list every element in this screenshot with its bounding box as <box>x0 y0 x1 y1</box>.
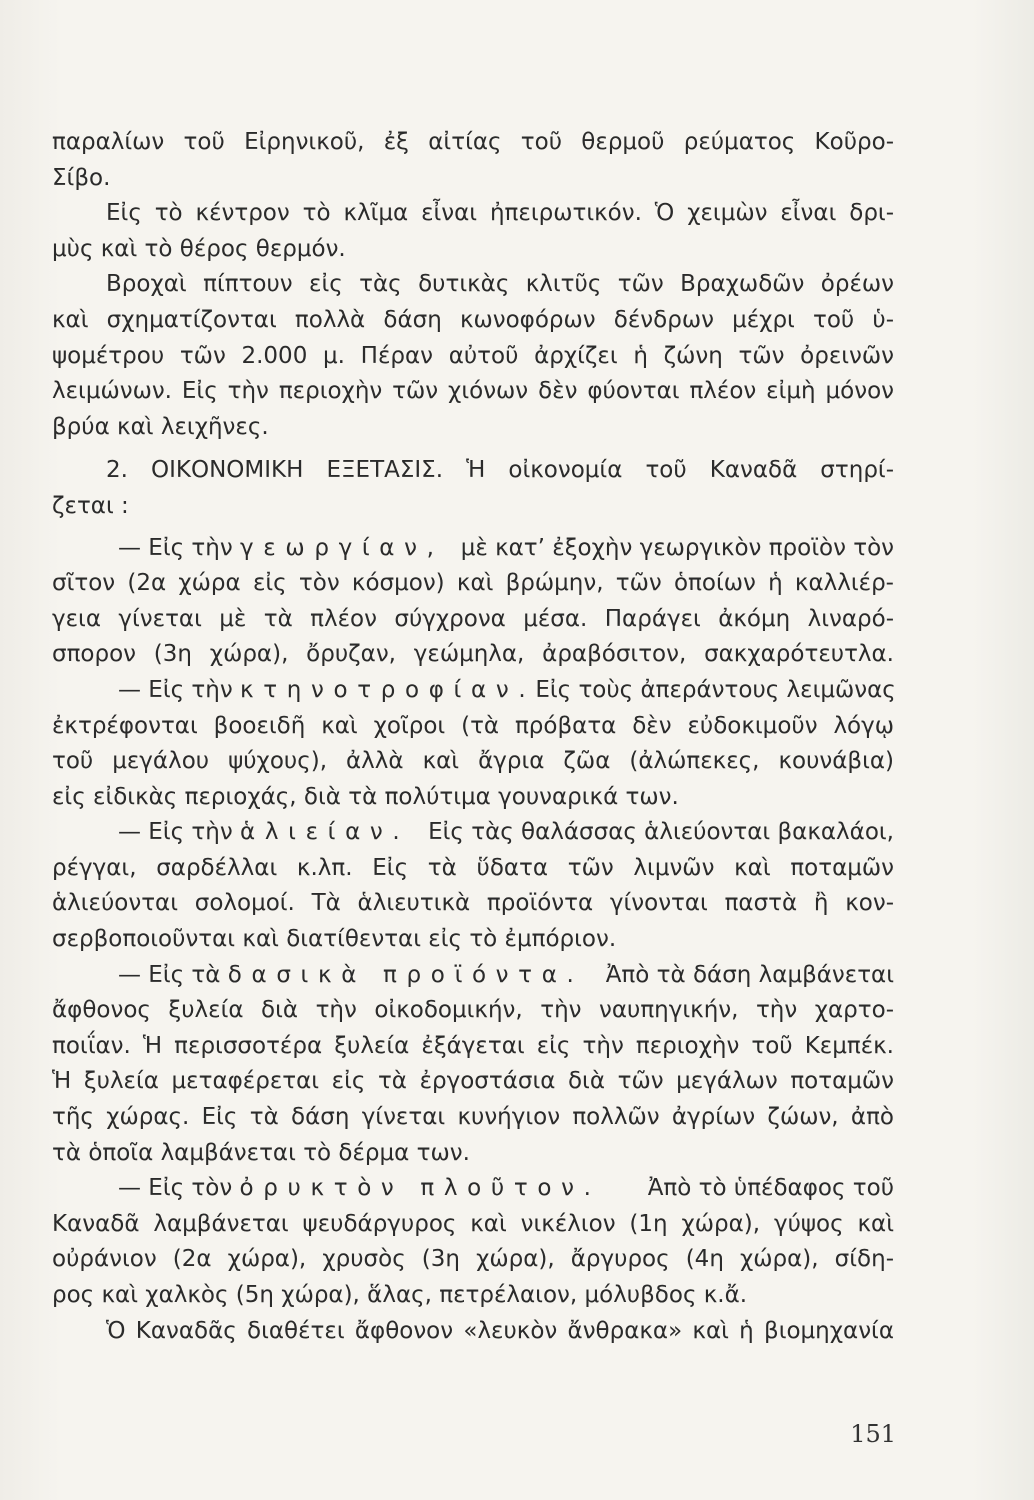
text-line: σπορον (3η χώρα), ὄρυζαν, γεώμηλα, ἀραβόσιτον, σακχαρότευτλα. <box>52 641 894 668</box>
text-line: ἐκτρέφονται βοοειδῆ καὶ χοῖροι (τὰ πρόβατα δὲν εὐδοκιμοῦν λόγῳ <box>52 712 894 739</box>
text-line: ἁλιεύονται σολομοί. Τὰ ἁλιευτικὰ προϊόντα γίνονται παστὰ ἢ κον- <box>52 890 894 917</box>
text-line: — Εἰς τὴν ἁλιείαν. Εἰς τὰς θαλάσσας ἁλιεύονται βακαλάοι, <box>118 819 894 846</box>
text-line: τοῦ μεγάλου ψύχους), ἀλλὰ καὶ ἄγρια ζῶα (ἀλώπεκες, κουνάβια) <box>52 748 894 775</box>
text-line: — Εἰς τὰ δασικὰ προϊόντα. Ἀπὸ τὰ δάση λαμβάνεται <box>118 961 894 988</box>
spaced-term: κτηνοτροφίαν. <box>240 676 536 703</box>
text-line: Ὁ Καναδᾶς διαθέτει ἄφθονον «λευκὸν ἄνθρακα» καὶ ἡ βιομηχανία <box>106 1317 894 1344</box>
spaced-term: γεωργίαν, <box>240 534 444 561</box>
text-line: ποιΐαν. Ἡ περισσοτέρα ξυλεία ἐξάγεται εἰς τὴν περιοχὴν τοῦ Κεμπέκ. <box>52 1032 894 1059</box>
text-line: Βροχαὶ πίπτουν εἰς τὰς δυτικὰς κλιτῦς τῶν Βραχωδῶν ὀρέων <box>106 271 894 298</box>
text-line: ζεται : <box>52 492 129 519</box>
page-number: 151 <box>850 1420 896 1448</box>
text-line: βρύα καὶ λειχῆνες. <box>52 413 269 440</box>
text-line: ἄφθονος ξυλεία διὰ τὴν οἰκοδομικήν, τὴν ναυπηγικήν, τὴν χαρτο- <box>52 997 894 1024</box>
text-line: ρος καὶ χαλκὸς (5η χώρα), ἅλας, πετρέλαιον, μόλυβδος κ.ἄ. <box>52 1282 748 1308</box>
text-line: Σίβο. <box>52 164 111 191</box>
page-body-text <box>52 125 894 1349</box>
text-line: καὶ σχηματίζονται πολλὰ δάση κωνοφόρων δένδρων μέχρι τοῦ ὑ- <box>52 306 894 333</box>
spaced-term: ὀρυκτὸν πλοῦτον. <box>239 1175 601 1202</box>
text-line: Καναδᾶ λαμβάνεται ψευδάργυρος καὶ νικέλιον (1η χώρα), γύψος καὶ <box>52 1210 894 1237</box>
text-line: μὺς καὶ τὸ θέρος θερμόν. <box>52 235 346 262</box>
text-line: — Εἰς τὴν κτηνοτροφίαν. Εἰς τοὺς ἀπεράντους λειμῶνας <box>118 676 896 703</box>
section-heading-line: 2. ΟΙΚΟΝΟΜΙΚΗ ΕΞΕΤΑΣΙΣ. Ἡ οἰκονομία τοῦ Καναδᾶ στηρί- <box>106 457 894 484</box>
spaced-term: δασικὰ προϊόντα. <box>227 961 584 988</box>
text-line: — Εἰς τὸν ὀρυκτὸν πλοῦτον. Ἀπὸ τὸ ὑπέδαφος τοῦ <box>118 1175 894 1202</box>
text-line: σερβοποιοῦνται καὶ διατίθενται εἰς τὸ ἐμπόριον. <box>52 926 617 953</box>
spaced-term: ἁλιείαν. <box>240 819 410 846</box>
text-line: ψομέτρου τῶν 2.000 μ. Πέραν αὐτοῦ ἀρχίζει ἡ ζώνη τῶν ὀρεινῶν <box>52 342 894 369</box>
text-line: ρέγγαι, σαρδέλλαι κ.λπ. Εἰς τὰ ὕδατα τῶν λιμνῶν καὶ ποταμῶν <box>52 854 894 881</box>
text-line: Εἰς τὸ κέντρον τὸ κλῖμα εἶναι ἠπειρωτικόν. Ὁ χειμὼν εἶναι δρι- <box>106 200 894 227</box>
text-line: Ἡ ξυλεία μεταφέρεται εἰς τὰ ἐργοστάσια διὰ τῶν μεγάλων ποταμῶν <box>52 1068 894 1095</box>
text-line: τῆς χώρας. Εἰς τὰ δάση γίνεται κυνήγιον πολλῶν ἀγρίων ζώων, ἀπὸ <box>52 1104 894 1131</box>
text-line: παραλίων τοῦ Εἰρηνικοῦ, ἐξ αἰτίας τοῦ θερμοῦ ρεύματος Κοῦρο- <box>52 129 894 155</box>
text-line: τὰ ὁποῖα λαμβάνεται τὸ δέρμα των. <box>52 1139 470 1166</box>
text-line: γεια γίνεται μὲ τὰ πλέον σύγχρονα μέσα. Παράγει ἀκόμη λιναρό- <box>52 605 894 632</box>
text-line: εἰς εἰδικὰς περιοχάς, διὰ τὰ πολύτιμα γουναρικά των. <box>52 783 679 810</box>
text-line: — Εἰς τὴν γεωργίαν, μὲ κατ’ ἐξοχὴν γεωργικὸν προϊὸν τὸν <box>118 534 894 561</box>
text-line: λειμώνων. Εἰς τὴν περιοχὴν τῶν χιόνων δὲν φύονται πλέον εἰμὴ μόνον <box>52 378 894 405</box>
text-line: οὐράνιον (2α χώρα), χρυσὸς (3η χώρα), ἄργυρος (4η χώρα), σίδη- <box>52 1246 894 1273</box>
text-line: σῖτον (2α χώρα εἰς τὸν κόσμον) καὶ βρώμην, τῶν ὁποίων ἡ καλλιέρ- <box>52 570 894 597</box>
